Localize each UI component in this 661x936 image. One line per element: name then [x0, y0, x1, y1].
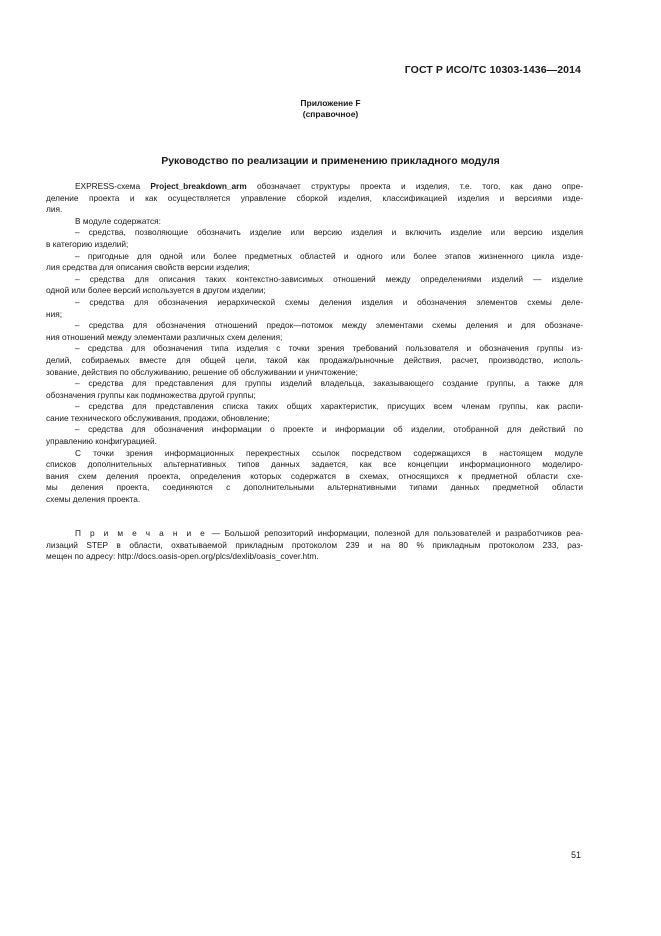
intro-text: обозначает структуры проекта и изделия, т.е. того, как дано опре-: [246, 181, 584, 191]
list-item-cont: обозначения группы как подмножества другой группы;: [46, 389, 256, 400]
list-item-cont: ния отношений между элементами различных схем деления;: [46, 331, 283, 342]
note-block: [46, 528, 583, 563]
list-item-cont: ния;: [46, 308, 63, 319]
list-item: – средства, позволяющие обозначить изделие или версию изделия и включить изделие или версию изделия: [75, 227, 583, 238]
list-item: – средства для обозначения информации о проекте и информации об изделии, отобранной для действий по: [75, 424, 583, 435]
note-line: [46, 528, 583, 540]
appendix-label: [0, 98, 661, 120]
note-line: мещен по адресу: http://docs.oasis-open.org/plcs/dexlib/oasis_cover.htm.: [46, 551, 319, 562]
body-text: [46, 181, 583, 506]
intro-line: [46, 181, 583, 193]
list-item: – средства для представления для группы изделий владельца, заказывающего создание группы, а также для: [75, 378, 583, 389]
list-item: – средства для обозначения типа изделия с точки зрения требований пользователя и обозначения группы из-: [75, 343, 583, 354]
crossref-line: С точки зрения информационных перекрестных ссылок посредством содержащихся в настоящем модуле: [75, 447, 583, 458]
list-item: – пригодные для одной или более предметных областей и одного или более этапов жизненного цикла изде-: [75, 250, 583, 261]
crossref-line: схемы деления проекта.: [46, 494, 141, 505]
list-item-cont: в категорию изделий;: [46, 238, 129, 249]
section-title: Руководство по реализации и применению прикладного модуля: [161, 155, 500, 167]
schema-name: Project_breakdown_arm: [150, 181, 247, 191]
list-item-cont: делий, собираемых вместе для общей цели, такой как продажа/рыночные действия, расчет, производство, исполь-: [46, 354, 583, 365]
list-item-cont: зование, действия по обслуживанию, решение об обслуживании и уничтожение;: [46, 366, 358, 377]
list-item-cont: сание технического обслуживания, продажи, обновление;: [46, 412, 270, 423]
intro-line: лия.: [46, 204, 63, 215]
appendix-title: Приложение F: [300, 98, 361, 108]
list-item: – средства для обозначения иерархической схемы деления изделия и обозначения элементов схемы деле-: [75, 296, 583, 307]
list-item: – средства для описания таких контекстно-зависимых отношений между определениями изделий — изделие: [75, 273, 583, 284]
appendix-type: (справочное): [302, 109, 359, 119]
list-item-cont: управлению конфигурацией.: [46, 436, 157, 447]
contains-heading: В модуле содержатся:: [75, 215, 161, 226]
crossref-line: вания схем деления проекта, определения которых содержатся в схемах, относящихся к предметной области схе-: [46, 470, 583, 481]
note-label: П р и м е ч а н и е: [75, 528, 207, 538]
list-item-cont: лия средства для описания свойств версии изделия;: [46, 262, 250, 273]
crossref-line: списков дополнительных альтернативных типов данных задается, как все концепции информационного моделиро-: [46, 459, 583, 470]
intro-line: деление проекта и как осуществляется управление сборкой изделия, классификацией изделия и версиями изде-: [46, 192, 583, 203]
list-item: – средства для обозначения отношений предок—потомок между элементами схемы деления и для обозначе-: [75, 320, 583, 331]
document-header: ГОСТ Р ИСО/ТС 10303-1436—2014: [404, 64, 581, 76]
note-line: лизаций STEP в области, охватываемой прикладным протоколом 239 и на 80 % прикладным протоколом 233, раз-: [46, 539, 583, 550]
list-item-cont: одной или более версий используется в другом изделии;: [46, 285, 266, 296]
crossref-line: мы деления проекта, соединяются с дополнительными альтернативными типами данных предметной области: [46, 482, 583, 493]
note-text: — Большой репозиторий информации, полезной для пользователей и разработчиков реа-: [207, 528, 583, 538]
page-number: 51: [570, 850, 581, 860]
intro-text: EXPRESS-схема: [75, 181, 151, 191]
list-item: – средства для представления списка таких общих характеристик, присущих всем членам группы, как распи-: [75, 401, 583, 412]
